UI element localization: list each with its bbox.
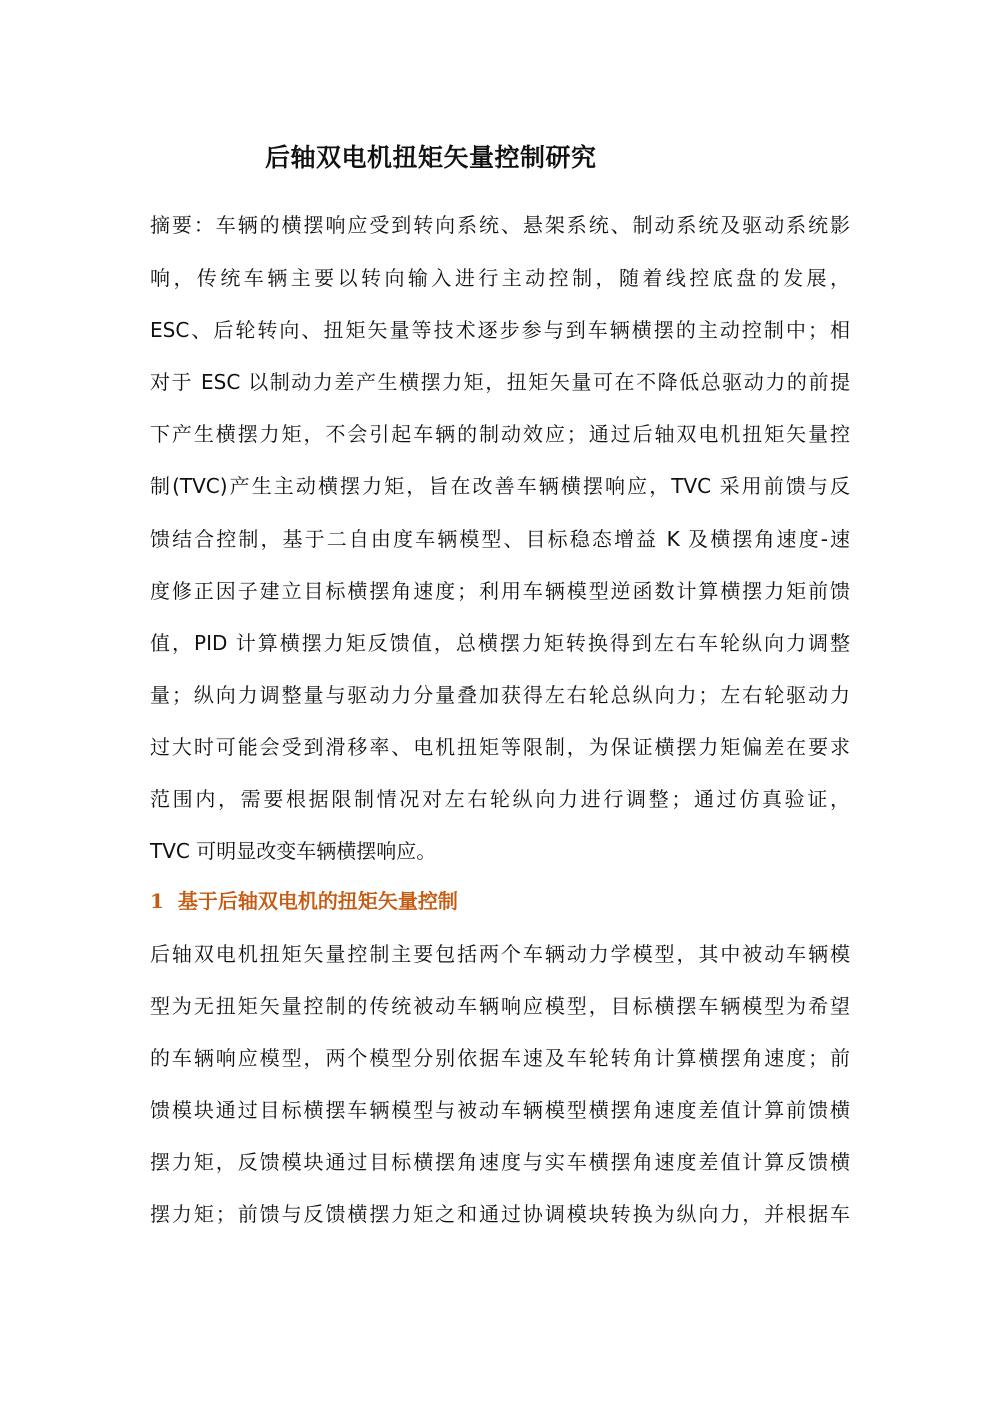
- abstract-line: 响，传统车辆主要以转向输入进行主动控制，随着线控底盘的发展，: [150, 266, 850, 290]
- body-line: 的车辆响应模型，两个模型分别依据车速及车轮转角计算横摆角速度；前: [150, 1046, 850, 1070]
- body-line: 摆力矩，反馈模块通过目标横摆角速度与实车横摆角速度差值计算反馈横: [150, 1150, 850, 1174]
- abstract-line: TVC 可明显改变车辆横摆响应。: [150, 839, 437, 863]
- abstract-line: 下产生横摆力矩，不会引起车辆的制动效应；通过后轴双电机扭矩矢量控: [150, 422, 850, 446]
- abstract-line: 范围内，需要根据限制情况对左右轮纵向力进行调整；通过仿真验证，: [150, 787, 850, 811]
- body-line: 后轴双电机扭矩矢量控制主要包括两个车辆动力学模型，其中被动车辆模: [150, 942, 850, 966]
- abstract-line: 制(TVC)产生主动横摆力矩，旨在改善车辆横摆响应，TVC 采用前馈与反: [150, 474, 850, 498]
- document-title: 后轴双电机扭矩矢量控制研究: [265, 143, 597, 172]
- abstract-line: 量；纵向力调整量与驱动力分量叠加获得左右轮总纵向力；左右轮驱动力: [150, 683, 850, 707]
- abstract-line: ESC、后轮转向、扭矩矢量等技术逐步参与到车辆横摆的主动控制中；相: [150, 318, 850, 342]
- abstract-line: 度修正因子建立目标横摆角速度；利用车辆模型逆函数计算横摆力矩前馈: [150, 579, 850, 603]
- abstract-line: 摘要：车辆的横摆响应受到转向系统、悬架系统、制动系统及驱动系统影: [150, 213, 850, 237]
- body-line: 馈模块通过目标横摆车辆模型与被动车辆模型横摆角速度差值计算前馈横: [150, 1098, 850, 1122]
- body-line: 摆力矩；前馈与反馈横摆力矩之和通过协调模块转换为纵向力，并根据车: [150, 1202, 850, 1226]
- section-title: 基于后轴双电机的扭矩矢量控制: [177, 889, 458, 913]
- body-line: 型为无扭矩矢量控制的传统被动车辆响应模型，目标横摆车辆模型为希望: [150, 994, 850, 1018]
- abstract-line: 对于 ESC 以制动力差产生横摆力矩，扭矩矢量可在不降低总驱动力的前提: [150, 370, 850, 394]
- abstract-line: 馈结合控制，基于二自由度车辆模型、目标稳态增益 K 及横摆角速度-速: [150, 527, 850, 551]
- section-heading: [150, 886, 458, 916]
- section-number: 1: [150, 889, 164, 913]
- abstract-line: 值，PID 计算横摆力矩反馈值，总横摆力矩转换得到左右车轮纵向力调整: [150, 631, 850, 655]
- abstract-line: 过大时可能会受到滑移率、电机扭矩等限制，为保证横摆力矩偏差在要求: [150, 735, 850, 759]
